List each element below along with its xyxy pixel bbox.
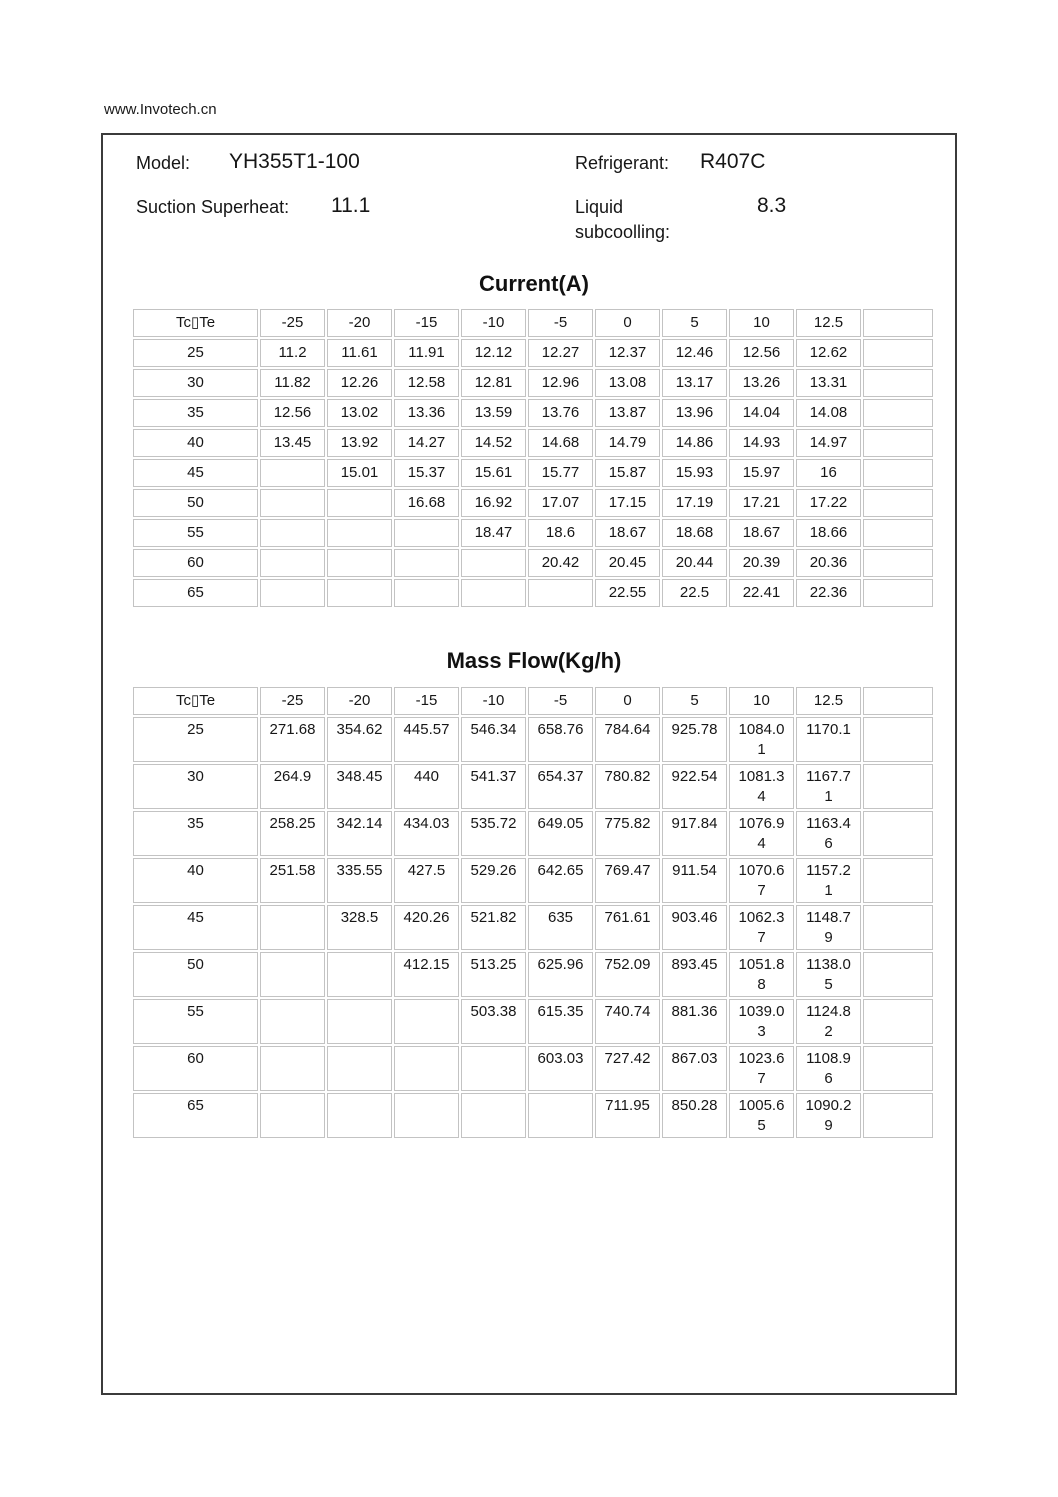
table-cell: 1163.46 [796, 811, 861, 856]
table-cell: 1138.05 [796, 952, 861, 997]
table-cell: 440 [394, 764, 459, 809]
table-cell: 17.21 [729, 489, 794, 517]
table-cell: 1070.67 [729, 858, 794, 903]
liquid-subcooling-value: 8.3 [757, 194, 787, 217]
table-row [133, 399, 933, 427]
table-cell [260, 1093, 325, 1138]
table-cell: 22.55 [595, 579, 660, 607]
row-label: 60 [133, 1046, 258, 1091]
table-row [133, 489, 933, 517]
table-cell: 12.62 [796, 339, 861, 367]
table-cell: 16.92 [461, 489, 526, 517]
table-cell [863, 999, 933, 1044]
table-row [133, 1046, 933, 1091]
column-header: -25 [260, 687, 325, 715]
table-cell: 13.31 [796, 369, 861, 397]
table-row [133, 369, 933, 397]
table-cell: 649.05 [528, 811, 593, 856]
table-cell: 434.03 [394, 811, 459, 856]
table-cell [327, 1046, 392, 1091]
table-cell: 635 [528, 905, 593, 950]
current-table-title: Current(A) [479, 271, 589, 296]
table-cell [260, 905, 325, 950]
table-cell: 625.96 [528, 952, 593, 997]
table-cell: 1023.67 [729, 1046, 794, 1091]
table-cell: 18.47 [461, 519, 526, 547]
table-cell: 903.46 [662, 905, 727, 950]
table-cell: 642.65 [528, 858, 593, 903]
table-row [133, 858, 933, 903]
table-cell: 769.47 [595, 858, 660, 903]
column-header: 0 [595, 687, 660, 715]
table-row [133, 811, 933, 856]
table-cell [260, 999, 325, 1044]
table-row [133, 579, 933, 607]
site-url: www.Invotech.cn [104, 101, 217, 118]
table-cell: 11.61 [327, 339, 392, 367]
row-label: 60 [133, 549, 258, 577]
table-cell: 20.45 [595, 549, 660, 577]
table-cell [327, 952, 392, 997]
row-label: 40 [133, 858, 258, 903]
table-cell: 1005.65 [729, 1093, 794, 1138]
table-cell: 12.37 [595, 339, 660, 367]
table-cell: 13.45 [260, 429, 325, 457]
suction-superheat-label: Suction Superheat: [136, 197, 290, 217]
column-header: 12.5 [796, 309, 861, 337]
refrigerant-value: R407C [700, 150, 766, 173]
table-row [133, 429, 933, 457]
column-header: -15 [394, 309, 459, 337]
table-cell: 1039.03 [729, 999, 794, 1044]
table-cell: 784.64 [595, 717, 660, 762]
table-cell [863, 858, 933, 903]
table-cell: 13.02 [327, 399, 392, 427]
table-cell [394, 1093, 459, 1138]
row-label: 55 [133, 519, 258, 547]
table-cell: 13.96 [662, 399, 727, 427]
table-cell: 18.67 [595, 519, 660, 547]
column-header: -10 [461, 687, 526, 715]
row-label: 45 [133, 905, 258, 950]
row-label: 40 [133, 429, 258, 457]
table-cell: 20.44 [662, 549, 727, 577]
table-cell: 13.26 [729, 369, 794, 397]
table-cell [863, 1093, 933, 1138]
table-cell: 1084.01 [729, 717, 794, 762]
table-cell: 1062.37 [729, 905, 794, 950]
row-label: 45 [133, 459, 258, 487]
table-cell: 335.55 [327, 858, 392, 903]
column-header: 12.5 [796, 687, 861, 715]
corner-label: Tc▯Te [133, 309, 258, 337]
table-row [133, 717, 933, 762]
table-cell: 17.22 [796, 489, 861, 517]
column-header: 10 [729, 309, 794, 337]
column-header [863, 687, 933, 715]
table-cell: 1148.79 [796, 905, 861, 950]
table-cell: 654.37 [528, 764, 593, 809]
table-row [133, 999, 933, 1044]
table-cell: 1081.34 [729, 764, 794, 809]
table-cell: 922.54 [662, 764, 727, 809]
table-cell: 615.35 [528, 999, 593, 1044]
table-cell: 14.86 [662, 429, 727, 457]
table-cell: 13.59 [461, 399, 526, 427]
table-cell: 881.36 [662, 999, 727, 1044]
table-cell: 761.61 [595, 905, 660, 950]
table-cell [394, 549, 459, 577]
table-row [133, 459, 933, 487]
table-cell [461, 579, 526, 607]
table-cell: 1051.88 [729, 952, 794, 997]
table-cell: 18.6 [528, 519, 593, 547]
current-table [131, 307, 935, 609]
table-row [133, 952, 933, 997]
corner-label: Tc▯Te [133, 687, 258, 715]
table-cell: 12.56 [260, 399, 325, 427]
table-cell [327, 579, 392, 607]
table-cell: 503.38 [461, 999, 526, 1044]
table-cell [863, 1046, 933, 1091]
table-cell: 13.92 [327, 429, 392, 457]
table-cell: 251.58 [260, 858, 325, 903]
table-cell: 603.03 [528, 1046, 593, 1091]
table-cell [394, 999, 459, 1044]
table-cell [863, 579, 933, 607]
column-header: 5 [662, 309, 727, 337]
table-cell: 20.39 [729, 549, 794, 577]
table-cell: 513.25 [461, 952, 526, 997]
table-cell: 15.01 [327, 459, 392, 487]
table-cell: 18.67 [729, 519, 794, 547]
table-cell [394, 579, 459, 607]
table-cell: 11.91 [394, 339, 459, 367]
table-cell: 13.76 [528, 399, 593, 427]
table-cell: 271.68 [260, 717, 325, 762]
row-label: 65 [133, 579, 258, 607]
table-cell [327, 1093, 392, 1138]
table-cell: 1157.21 [796, 858, 861, 903]
massflow-table [131, 685, 935, 1140]
table-cell [863, 339, 933, 367]
table-cell: 775.82 [595, 811, 660, 856]
table-row [133, 549, 933, 577]
liquid-subcooling-label: Liquid subcoolling: [575, 197, 671, 242]
table-cell: 11.82 [260, 369, 325, 397]
table-cell: 917.84 [662, 811, 727, 856]
table-cell: 22.5 [662, 579, 727, 607]
column-header: 5 [662, 687, 727, 715]
table-cell: 12.56 [729, 339, 794, 367]
table-cell: 16.68 [394, 489, 459, 517]
table-cell: 14.08 [796, 399, 861, 427]
table-cell: 529.26 [461, 858, 526, 903]
page-frame [101, 133, 957, 1395]
table-cell [260, 1046, 325, 1091]
column-header: -20 [327, 309, 392, 337]
table-cell [863, 519, 933, 547]
table-cell [863, 459, 933, 487]
table-cell [260, 549, 325, 577]
table-cell: 1170.1 [796, 717, 861, 762]
table-cell [327, 519, 392, 547]
table-row [133, 905, 933, 950]
table-cell: 20.42 [528, 549, 593, 577]
table-cell: 412.15 [394, 952, 459, 997]
table-cell: 1124.82 [796, 999, 861, 1044]
table-cell: 15.97 [729, 459, 794, 487]
table-cell: 15.93 [662, 459, 727, 487]
table-cell [461, 549, 526, 577]
row-label: 35 [133, 811, 258, 856]
table-cell: 18.66 [796, 519, 861, 547]
table-cell: 348.45 [327, 764, 392, 809]
table-cell: 15.87 [595, 459, 660, 487]
column-header: 10 [729, 687, 794, 715]
table-cell: 1167.71 [796, 764, 861, 809]
table-cell [394, 519, 459, 547]
table-cell [394, 1046, 459, 1091]
table-cell [863, 905, 933, 950]
column-header: -15 [394, 687, 459, 715]
table-cell: 342.14 [327, 811, 392, 856]
table-cell: 11.2 [260, 339, 325, 367]
massflow-table-title: Mass Flow(Kg/h) [446, 648, 622, 673]
table-cell: 12.58 [394, 369, 459, 397]
table-cell: 925.78 [662, 717, 727, 762]
table-cell: 12.26 [327, 369, 392, 397]
table-cell: 13.17 [662, 369, 727, 397]
row-label: 50 [133, 952, 258, 997]
table-cell: 14.68 [528, 429, 593, 457]
table-cell: 711.95 [595, 1093, 660, 1138]
table-cell: 1108.96 [796, 1046, 861, 1091]
table-cell: 17.15 [595, 489, 660, 517]
table-cell: 14.79 [595, 429, 660, 457]
table-cell [863, 952, 933, 997]
header-row [133, 309, 933, 337]
table-cell: 12.96 [528, 369, 593, 397]
table-cell [863, 429, 933, 457]
row-label: 65 [133, 1093, 258, 1138]
row-label: 55 [133, 999, 258, 1044]
column-header: -10 [461, 309, 526, 337]
table-cell [260, 489, 325, 517]
table-cell [863, 489, 933, 517]
table-cell: 521.82 [461, 905, 526, 950]
column-header: -5 [528, 309, 593, 337]
table-cell: 445.57 [394, 717, 459, 762]
table-cell: 1090.29 [796, 1093, 861, 1138]
table-cell: 17.19 [662, 489, 727, 517]
column-header: 0 [595, 309, 660, 337]
table-cell [863, 717, 933, 762]
table-cell: 13.36 [394, 399, 459, 427]
table-cell [260, 952, 325, 997]
table-cell: 18.68 [662, 519, 727, 547]
table-cell: 22.36 [796, 579, 861, 607]
table-cell: 354.62 [327, 717, 392, 762]
table-cell: 12.46 [662, 339, 727, 367]
table-cell: 850.28 [662, 1093, 727, 1138]
table-cell: 546.34 [461, 717, 526, 762]
table-cell: 15.61 [461, 459, 526, 487]
table-cell: 13.08 [595, 369, 660, 397]
massflow-table-section [131, 685, 935, 1140]
table-row [133, 764, 933, 809]
column-header [863, 309, 933, 337]
table-cell [528, 1093, 593, 1138]
table-row [133, 339, 933, 367]
table-cell [863, 764, 933, 809]
table-cell [863, 811, 933, 856]
table-cell: 13.87 [595, 399, 660, 427]
table-cell [863, 399, 933, 427]
table-cell: 264.9 [260, 764, 325, 809]
table-cell [260, 519, 325, 547]
table-cell: 427.5 [394, 858, 459, 903]
table-cell: 14.27 [394, 429, 459, 457]
table-cell: 752.09 [595, 952, 660, 997]
table-cell: 867.03 [662, 1046, 727, 1091]
table-cell: 12.27 [528, 339, 593, 367]
table-cell: 14.93 [729, 429, 794, 457]
table-cell [327, 489, 392, 517]
table-cell: 541.37 [461, 764, 526, 809]
table-cell [327, 549, 392, 577]
table-cell: 893.45 [662, 952, 727, 997]
table-cell: 1076.94 [729, 811, 794, 856]
suction-superheat-value: 11.1 [331, 194, 371, 217]
table-cell: 12.12 [461, 339, 526, 367]
table-cell: 14.52 [461, 429, 526, 457]
column-header: -25 [260, 309, 325, 337]
table-cell [461, 1093, 526, 1138]
table-cell: 535.72 [461, 811, 526, 856]
row-label: 50 [133, 489, 258, 517]
table-cell: 20.36 [796, 549, 861, 577]
table-cell: 740.74 [595, 999, 660, 1044]
table-cell: 911.54 [662, 858, 727, 903]
table-cell: 15.37 [394, 459, 459, 487]
table-cell: 22.41 [729, 579, 794, 607]
table-cell: 14.04 [729, 399, 794, 427]
table-row [133, 1093, 933, 1138]
table-cell [260, 459, 325, 487]
row-label: 30 [133, 369, 258, 397]
current-table-section [131, 307, 935, 609]
table-cell [863, 549, 933, 577]
table-cell [863, 369, 933, 397]
table-cell: 328.5 [327, 905, 392, 950]
row-label: 25 [133, 717, 258, 762]
table-cell [260, 579, 325, 607]
table-cell: 258.25 [260, 811, 325, 856]
row-label: 35 [133, 399, 258, 427]
column-header: -5 [528, 687, 593, 715]
table-cell: 420.26 [394, 905, 459, 950]
table-cell [528, 579, 593, 607]
table-cell [461, 1046, 526, 1091]
table-cell: 12.81 [461, 369, 526, 397]
table-cell: 658.76 [528, 717, 593, 762]
table-cell: 14.97 [796, 429, 861, 457]
model-value: YH355T1-100 [229, 150, 360, 173]
table-cell: 15.77 [528, 459, 593, 487]
table-cell: 780.82 [595, 764, 660, 809]
header-row [133, 687, 933, 715]
table-row [133, 519, 933, 547]
refrigerant-label: Refrigerant: [575, 153, 670, 173]
table-cell: 727.42 [595, 1046, 660, 1091]
row-label: 30 [133, 764, 258, 809]
row-label: 25 [133, 339, 258, 367]
table-cell [327, 999, 392, 1044]
table-cell: 16 [796, 459, 861, 487]
model-label: Model: [136, 153, 191, 173]
column-header: -20 [327, 687, 392, 715]
table-cell: 17.07 [528, 489, 593, 517]
